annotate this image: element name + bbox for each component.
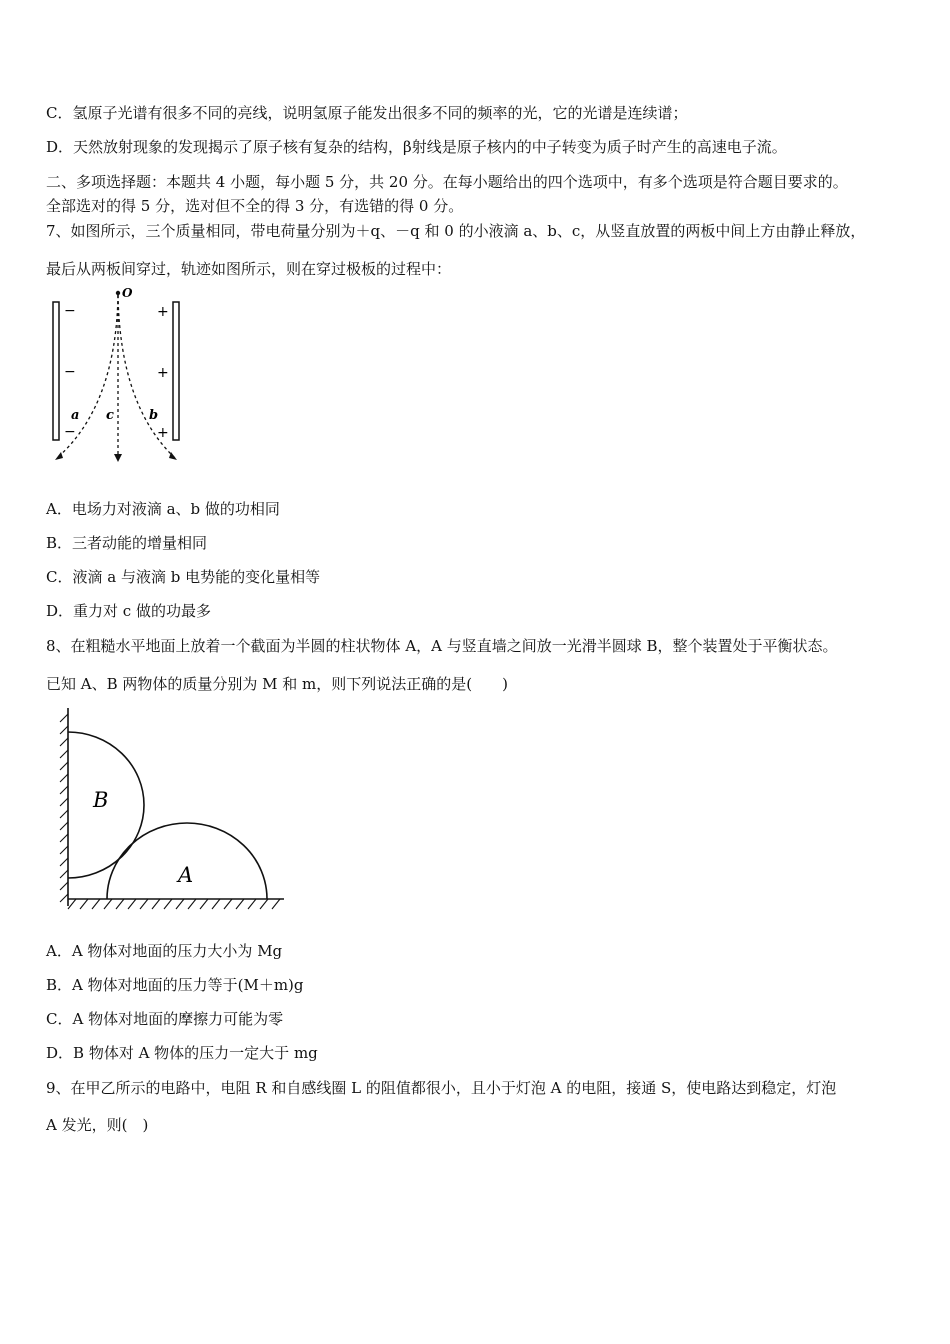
origin-point	[116, 291, 120, 295]
question-8-stem-2: 已知 A、B 两物体的质量分别为 M 和 m，则下列说法正确的是( )	[46, 675, 508, 693]
question-8-option-a: A．A 物体对地面的压力大小为 Mg	[46, 942, 283, 960]
option-c-text: C．氢原子光谱有很多不同的亮线，说明氢原子能发出很多不同的频率的光，它的光谱是连续谱；	[46, 104, 688, 122]
wall-hatching	[60, 714, 68, 902]
label-b: b	[149, 408, 159, 423]
section-instructions: 全部选对的得 5 分，选对但不全的得 3 分，有选错的得 0 分。	[46, 197, 464, 215]
question-7-option-c: C．液滴 a 与液滴 b 电势能的变化量相等	[46, 568, 321, 586]
label-a: A	[178, 863, 194, 887]
right-plate	[173, 302, 179, 440]
half-cylinder-a	[107, 823, 267, 899]
left-sign-2: −	[64, 364, 76, 380]
question-7-option-a: A．电场力对液滴 a、b 做的功相同	[46, 500, 280, 518]
label-b: B	[93, 788, 109, 812]
figure-charged-droplets	[48, 286, 188, 466]
left-sign-3: −	[64, 424, 76, 440]
question-8-option-c: C．A 物体对地面的摩擦力可能为零	[46, 1010, 284, 1028]
arrow-c	[114, 454, 122, 462]
label-c: c	[106, 408, 114, 423]
right-sign-3: +	[157, 425, 169, 441]
question-9-stem-2: A 发光，则( )	[46, 1116, 149, 1134]
question-8-stem-1: 8、在粗糙水平地面上放着一个截面为半圆的柱状物体 A，A 与竖直墙之间放一光滑半圆球 B，整个装置处于平衡状态。	[46, 637, 838, 655]
origin-label: O	[122, 286, 133, 300]
right-sign-2: +	[157, 365, 169, 381]
question-9-stem-1: 9、在甲乙所示的电路中，电阻 R 和自感线圈 L 的阻值都很小，且小于灯泡 A 的电阻，接通 S，使电路达到稳定，灯泡	[46, 1079, 837, 1097]
arrow-a	[55, 452, 63, 460]
option-d-text: D．天然放射现象的发现揭示了原子核有复杂的结构，β射线是原子核内的中子转变为质子时产生的高速电子流。	[46, 138, 787, 156]
question-7-stem-2: 最后从两板间穿过，轨迹如图所示，则在穿过极板的过程中：	[46, 260, 452, 278]
label-a: a	[71, 408, 80, 423]
left-sign-1: −	[64, 303, 76, 319]
right-sign-1: +	[157, 304, 169, 320]
ground-hatching	[68, 899, 280, 909]
section-heading: 二、多项选择题：本题共 4 小题，每小题 5 分，共 20 分。在每小题给出的四个选项中，有多个选项是符合题目要求的。	[46, 173, 848, 191]
question-8-option-b: B．A 物体对地面的压力等于(M＋m)g	[46, 976, 304, 994]
figure-wall-hemispheres	[44, 706, 294, 918]
question-7-option-d: D．重力对 c 做的功最多	[46, 602, 211, 620]
question-7-stem-1: 7、如图所示，三个质量相同，带电荷量分别为＋q、－q 和 0 的小液滴 a、b、c，从竖直放置的两板中间上方由静止释放，	[46, 222, 866, 240]
left-plate	[53, 302, 59, 440]
question-7-option-b: B．三者动能的增量相同	[46, 534, 208, 552]
question-8-option-d: D．B 物体对 A 物体的压力一定大于 mg	[46, 1044, 318, 1062]
